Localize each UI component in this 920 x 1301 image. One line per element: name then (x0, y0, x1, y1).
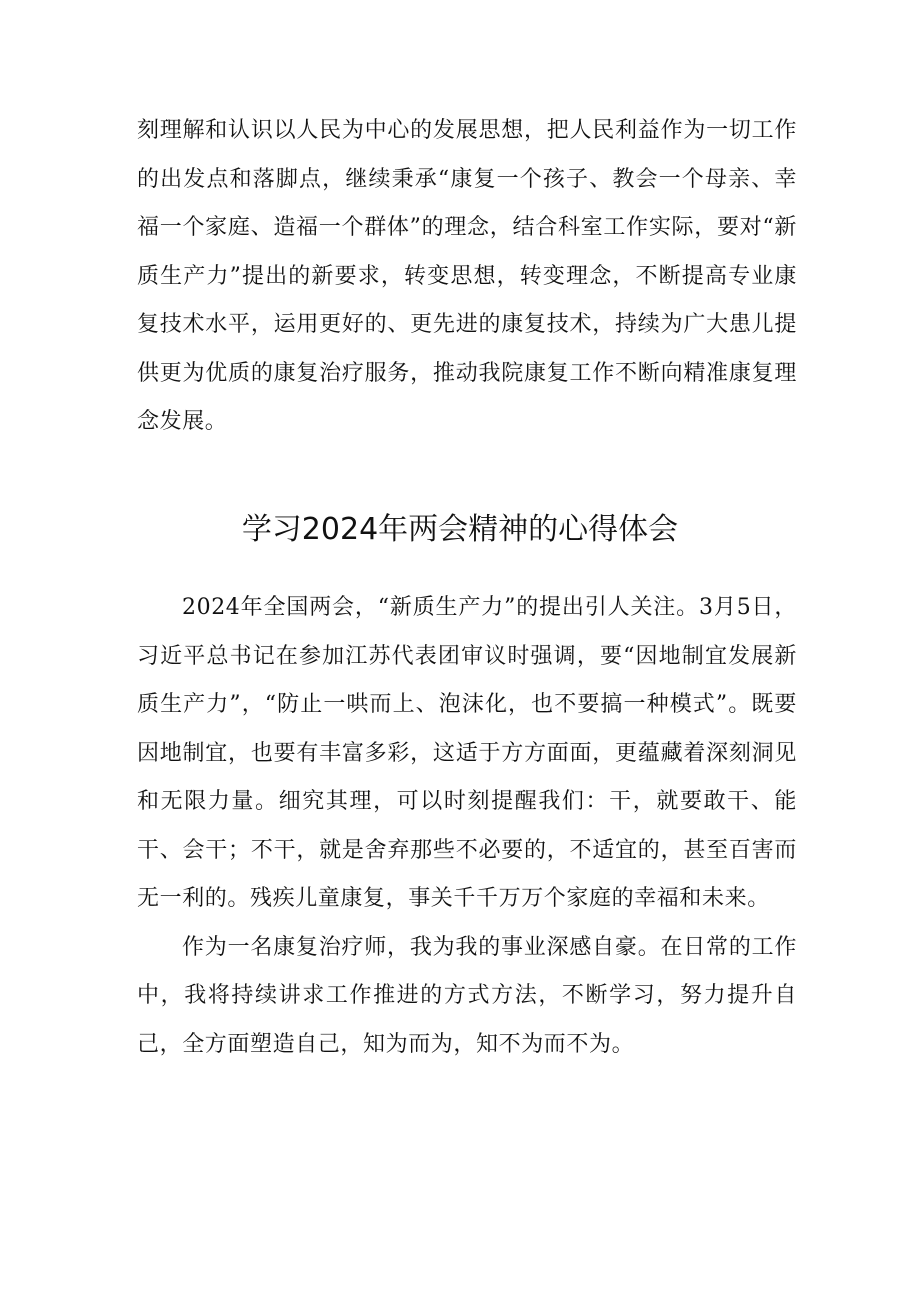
body-paragraph-2: 作为一名康复治疗师，我为我的事业深感自豪。在日常的工作中，我将持续讲求工作推进的方式方法，不断学习，努力提升自己，全方面塑造自己，知为而为，知不为而不为。 (137, 934, 797, 1057)
continuation-text-block (137, 107, 797, 447)
document-title: 学习2024年两会精神的心得体会 (241, 512, 679, 547)
body-paragraph-1: 2024年全国两会，“新质生产力”的提出引人关注。3月5日，习近平总书记在参加江苏代表团审议时强调，要“因地制宜发展新质生产力”，“防止一哄而上、泡沫化，也不要搞一种模式”。既要因地制宜，也要有丰富多彩，这适于方方面面，更蕴藏着深刻洞见和无限力量。细究其理，可以时刻提醒我们：干，就要敢干、能干、会干；不干，就是舍弃那些不必要的，不适宜的，甚至百害而无一利的。残疾儿童康复，事关千千万万个家庭的幸福和未来。 (137, 595, 797, 911)
body-text-block (137, 584, 797, 1069)
continuation-paragraph: 刻理解和认识以人民为中心的发展思想，把人民利益作为一切工作的出发点和落脚点，继续秉承“康复一个孩子、教会一个母亲、幸福一个家庭、造福一个群体”的理念，结合科室工作实际，要对“新质生产力”提出的新要求，转变思想，转变理念，不断提高专业康复技术水平，运用更好的、更先进的康复技术，持续为广大患儿提供更为优质的康复治疗服务，推动我院康复工作不断向精准康复理念发展。 (137, 118, 797, 434)
